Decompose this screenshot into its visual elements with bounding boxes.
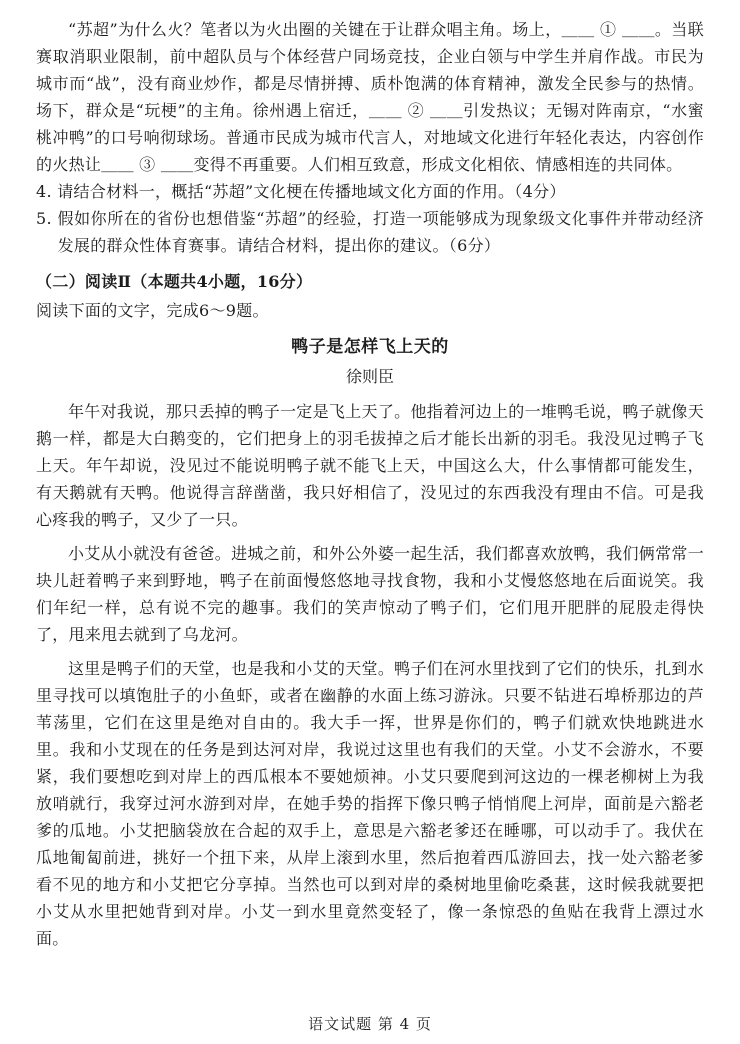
reading-author: 徐则臣	[345, 367, 394, 386]
intro-paragraph: “苏超”为什么火？笔者以为火出圈的关键在于让群众唱主角。场上，＿＿ ① ＿＿。当联赛取消职业限制，前中超队员与个体经营户同场竞技，企业白领与中学生并肩作战。市民为城市而“战”，没有商业炒作，都是尽情拼搏、质朴饱满的体育精神，激发全民参与的热情。场下，群众是“玩梗”的主角。徐州遇上宿迁，＿＿ ② ＿＿引发热议；无锡对阵南京，“水蜜桃冲鸭”的口号响彻球场。普通市民成为城市代言人，对地域文化进行年轻化表达，内容创作的火热让＿＿ ③ ＿＿变得不再重要。人们相互致意，形成文化相依、情感相连的共同体。	[36, 20, 704, 174]
story-paragraph-2: 小艾从小就没有爸爸。进城之前，和外公外婆一起生活，我们都喜欢放鸭，我们俩常常一块儿赶着鸭子来到野地，鸭子在前面慢悠悠地寻找食物，我和小艾慢悠悠地在后面说笑。我们年纪一样，总有说不完的趣事。我们的笑声惊动了鸭子们，它们甩开肥胖的屁股走得快了，甩来甩去就到了乌龙河。	[36, 544, 704, 644]
section-heading: （二）阅读Ⅱ（本题共4小题，16分）	[36, 272, 313, 291]
story-paragraph-1: 年午对我说，那只丢掉的鸭子一定是飞上天了。他指着河边上的一堆鸭毛说，鸭子就像天鹅一样，都是大白鹅变的，它们把身上的羽毛拔掉之后才能长出新的羽毛。我没见过鸭子飞上天。年午却说，没见过不能说明鸭子就不能飞上天，中国这么大，什么事情都可能发生，有天鹅就有天鸭。他说得言辞凿凿，我只好相信了，没见过的东西我没有理由不信。可是我心疼我的鸭子，又少了一只。	[36, 402, 704, 529]
question-4: 4. 请结合材料一，概括“苏超”文化梗在传播地域文化方面的作用。（4分）	[36, 182, 566, 201]
question-5: 5. 假如你所在的省份也想借鉴“苏超”的经验，打造一项能够成为现象级文化事件并带动经济发展的群众性体育赛事。请结合材料，提出你的建议。（6分）	[36, 209, 704, 255]
reading-title: 鸭子是怎样飞上天的	[291, 337, 449, 357]
section-instruction: 阅读下面的文字，完成6～9题。	[36, 301, 269, 320]
story-paragraph-3: 这里是鸭子们的天堂，也是我和小艾的天堂。鸭子们在河水里找到了它们的快乐，扎到水里寻找可以填饱肚子的小鱼虾，或者在幽静的水面上练习游泳。只要不钻进石埠桥那边的芦苇荡里，它们在这里是绝对自由的。我大手一挥，世界是你们的，鸭子们就欢快地跳进水里。我和小艾现在的任务是到达河对岸，我说过这里也有我们的天堂。小艾不会游水，不要紧，我们要想吃到对岸上的西瓜根本不要她烦神。小艾只要爬到河这边的一棵老柳树上为我放哨就行，我穿过河水游到对岸，在她手势的指挥下像只鸭子悄悄爬上河岸，面前是六豁老爹的瓜地。小艾把脑袋放在合起的双手上，意思是六豁老爹还在睡哪，可以动手了。我伏在瓜地匍匐前进，挑好一个扭下来，从岸上滚到水里，然后抱着西瓜游回去，找一处六豁老爹看不见的地方和小艾把它分享掉。当然也可以到对岸的桑树地里偷吃桑葚，这时候我就要把小艾从水里把她背到对岸。小艾一到水里竟然变轻了，像一条惊恐的鱼贴在我背上漂过水面。	[36, 659, 704, 948]
page-footer: 语文试题 第 4 页	[308, 1015, 432, 1033]
